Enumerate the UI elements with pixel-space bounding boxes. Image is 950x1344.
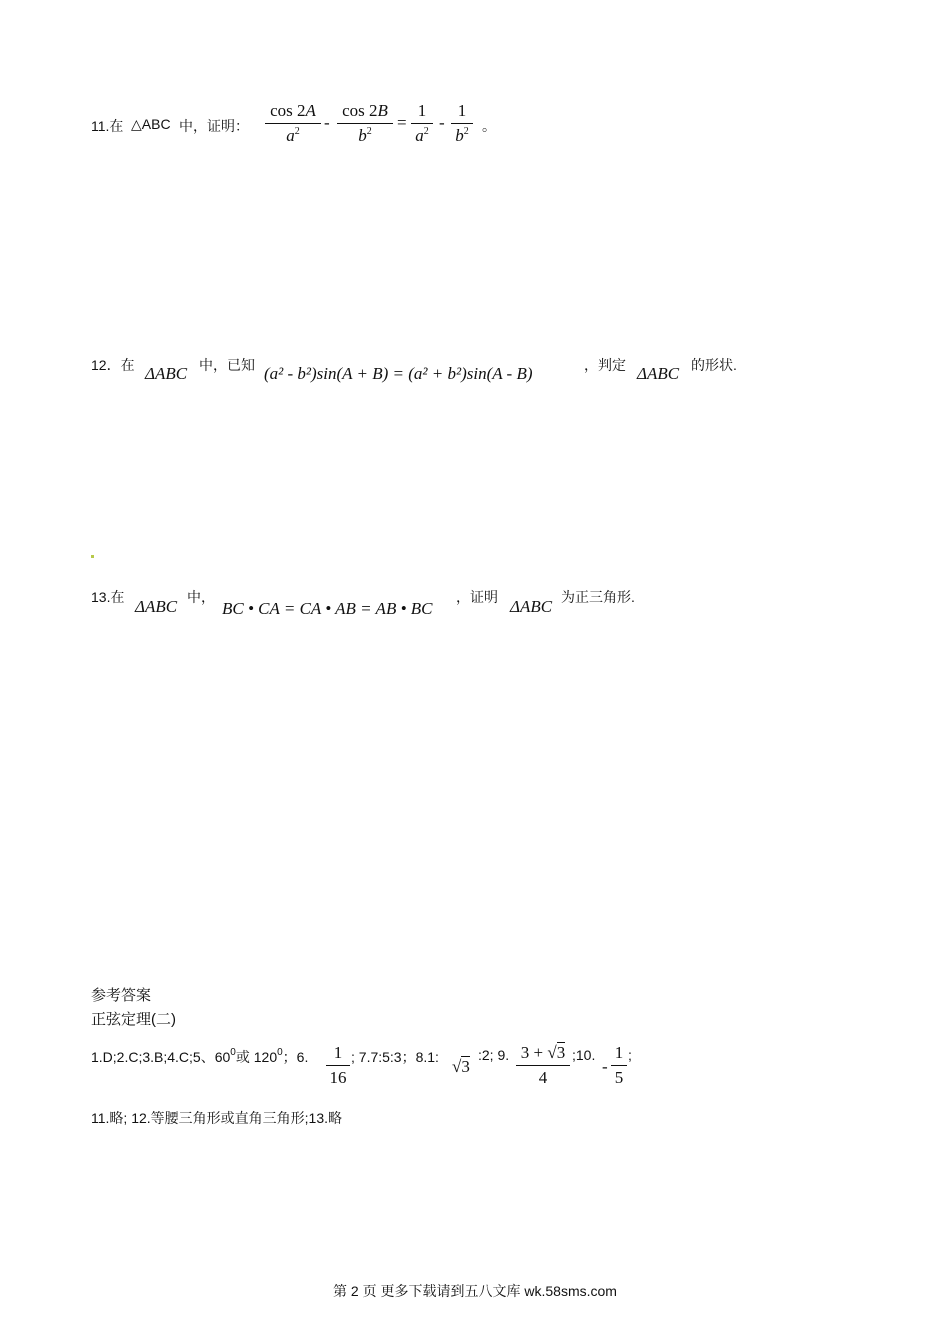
answer-10-minus: -: [602, 1057, 608, 1076]
answers-heading: 参考答案: [91, 987, 152, 1004]
q12-comma: ，判定: [584, 357, 626, 373]
answers-part-d: :2; 9.: [478, 1047, 510, 1063]
q13-triangle-2: ΔABC: [510, 597, 553, 616]
q11-lead: 11.在: [91, 118, 124, 134]
q11-minus-1: -: [324, 113, 330, 132]
q12-mid: 中，已知: [199, 357, 255, 373]
answers-part-c: ; 7.7:5:3；8.1:: [351, 1049, 439, 1065]
sqrt-icon: √: [452, 1057, 462, 1076]
q13-mid: 中，: [187, 589, 215, 605]
q11-equals: =: [397, 113, 407, 132]
q11-minus-2: -: [439, 113, 445, 132]
answers-subheading: 正弦定理(二): [91, 1011, 176, 1028]
answer-9-fraction: 3 + √3 4: [516, 1043, 570, 1088]
page-footer: 第 2 页 更多下载请到五八文库 wk.58sms.com: [333, 1283, 617, 1299]
answer-6-fraction: 1 16: [326, 1043, 350, 1088]
answers-part-e: ;10.: [572, 1047, 596, 1063]
q12-lead: 12．在: [91, 357, 135, 373]
q12-end: 的形状.: [691, 357, 737, 373]
q11-fraction-1: cos 2A $a^2$: [265, 101, 321, 146]
q12-triangle-2: ΔABC: [637, 364, 680, 383]
sqrt-icon: √: [547, 1043, 557, 1062]
answers-part-f: ;: [628, 1047, 632, 1063]
q11-mid: 中，证明：: [179, 118, 249, 134]
answers-line-2: 11.略; 12.等腰三角形或直角三角形;13.略: [91, 1110, 343, 1126]
q13-lead: 13.在: [91, 589, 125, 605]
q13-end: 为正三角形.: [561, 589, 635, 605]
answer-10-fraction: 1 5: [611, 1043, 627, 1088]
q13-expression: BC • CA = CA • AB = AB • BC: [222, 599, 433, 618]
q12-expression: (a² - b²)sin(A + B) = (a² + b²)sin(A - B): [264, 364, 533, 383]
q11-fraction-2: cos 2B $b^2$: [337, 101, 393, 146]
q13-triangle: ΔABC: [135, 597, 178, 616]
q11-end: 。: [482, 118, 496, 134]
q11-fraction-4: 1 $b^2$: [451, 101, 473, 146]
q11-fraction-3: 1 $a^2$: [411, 101, 433, 146]
answer-8-sqrt: √3: [452, 1057, 470, 1076]
answers-part-a: 1.D;2.C;3.B;4.C;5、$60^0$或 $120^0$；6.: [91, 1047, 309, 1065]
q12-triangle: ΔABC: [145, 364, 188, 383]
q11-triangle: △ABC: [131, 116, 171, 132]
decorative-dot: [91, 555, 94, 558]
q13-comma: ，证明: [456, 589, 498, 605]
